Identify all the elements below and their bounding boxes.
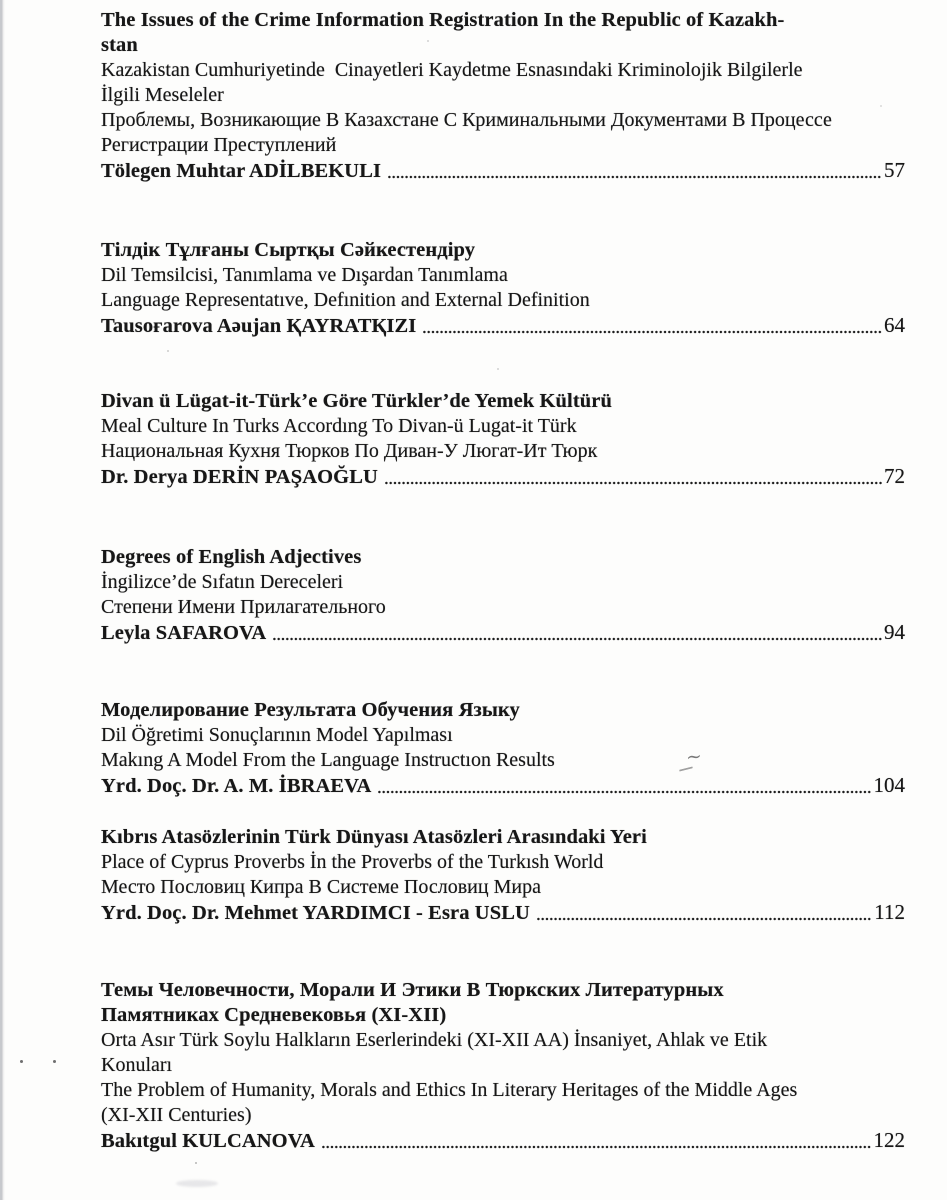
author-name: Tausoғarova Aəujan ҚAYRATҚIZI [101,315,417,337]
dot-leader [385,480,882,486]
title-line: The Issues of the Crime Information Registration In the Republic of Kazakh- [101,9,785,31]
subtitle-line: Национальная Кухня Тюрков По Диван-У Люгат-Ит Тюрк [101,440,598,462]
dot-leader [322,1144,872,1150]
title-line: Degrees of English Adjectives [101,546,362,568]
subtitle-line: Meal Culture In Turks Accordıng To Divan-ü Lugat-it Türk [101,415,577,437]
scan-speck [497,368,499,370]
title-line: Divan ü Lügat-it-Türk’e Göre Türkler’de Yemek Kültürü [101,390,612,412]
scan-speck [195,1162,197,1164]
scan-speck [880,105,882,107]
toc-entry [101,698,905,798]
subtitle-line: Регистрации Преступлений [101,134,337,156]
page-number: 104 [873,773,905,797]
toc-entry-author-row [101,773,905,798]
subtitle-line: Kazakistan Cumhuriyetinde Cinayetleri Kaydetme Esnasındaki Kriminolojik Bilgilerle [101,59,803,81]
subtitle-line: İngilizce’de Sıfatın Dereceleri [101,571,344,593]
page-number: 122 [873,1128,905,1152]
toc-entry [101,238,905,338]
title-line: Моделирование Результата Обучения Языку [101,699,520,721]
subtitle-line: The Problem of Humanity, Morals and Ethics In Literary Heritages of the Middle Ages [101,1079,798,1101]
author-name: Yrd. Doç. Dr. A. M. İBRAEVA [101,775,372,797]
scan-speck [167,350,169,352]
page-number: 72 [884,464,905,488]
toc-entry-lines [101,698,905,773]
subtitle-line: Konuları [101,1054,173,1076]
scan-speck [53,1060,56,1063]
subtitle-line: (XI-XII Centuries) [101,1104,252,1126]
toc-entry [101,978,905,1153]
author-name: Bakıtgul KULCANOVA [101,1130,315,1152]
page-number: 112 [874,900,905,924]
title-line: Тілдік Тұлғаны Сыртқы Сәйкестендіру [101,239,476,261]
subtitle-line: Place of Cyprus Proverbs İn the Proverbs of the Turkısh World [101,851,604,873]
scan-left-edge [0,0,5,1200]
subtitle-line: Orta Asır Türk Soylu Halkların Eserlerindeki (XI-XII AA) İnsaniyet, Ahlak ve Etik [101,1029,768,1051]
subtitle-line: Dil Öğretimi Sonuçlarının Model Yapılması [101,724,453,746]
subtitle-line: İlgili Meseleler [101,84,224,106]
subtitle-line: Степени Имени Прилагательного [101,596,386,618]
toc-entry-lines [101,389,905,464]
page-number: 57 [884,158,905,182]
subtitle-line: Makıng A Model From the Language Instructıon Results [101,749,555,771]
title-line: Памятниках Средневековья (XI-XII) [101,1004,447,1026]
toc-entry-lines [101,545,905,620]
page-number: 64 [884,313,905,337]
page-number: 94 [884,620,905,644]
toc-entry-author-row [101,1128,905,1153]
toc-entry-author-row [101,464,905,489]
subtitle-line: Language Representatıve, Defınition and External Definition [101,289,590,311]
author-name: Yrd. Doç. Dr. Mehmet YARDIMCI - Esra USLU [101,902,530,924]
subtitle-line: Место Пословиц Кипра В Системе Пословиц Мира [101,876,541,898]
toc-entry-author-row [101,313,905,338]
dot-leader [388,174,882,180]
toc-entry [101,825,905,925]
toc-entry-lines [101,8,905,158]
toc-entry [101,8,905,183]
author-name: Tölegen Muhtar ADİLBEKULI [101,160,382,182]
scan-artifact-tilde: ~ [684,745,704,769]
toc-entry-author-row [101,158,905,183]
dot-leader [378,789,871,795]
dot-leader [423,329,882,335]
title-line: Kıbrıs Atasözlerinin Türk Dünyası Atasözleri Arasındaki Yeri [101,826,647,848]
author-name: Dr. Derya DERİN PAŞAOĞLU [101,466,378,488]
dot-leader [537,916,872,922]
title-line: stan [101,34,138,56]
scan-speck [427,40,429,42]
subtitle-line: Dil Temsilcisi, Tanımlama ve Dışardan Tanımlama [101,264,508,286]
title-line: Темы Человечности, Морали И Этики В Тюркских Литературных [101,979,724,1001]
author-name: Leyla SAFAROVA [101,622,267,644]
toc-entry-lines [101,978,905,1128]
toc-entry [101,389,905,489]
toc-entry-author-row [101,900,905,925]
toc-entry-author-row [101,620,905,645]
toc-entry-lines [101,238,905,313]
toc-entry [101,545,905,645]
dot-leader [273,636,882,642]
toc-entry-lines [101,825,905,900]
scan-speck [20,1060,23,1063]
scan-smudge [176,1180,218,1187]
subtitle-line: Проблемы, Возникающие В Казахстане С Криминальными Документами В Процессе [101,109,832,131]
